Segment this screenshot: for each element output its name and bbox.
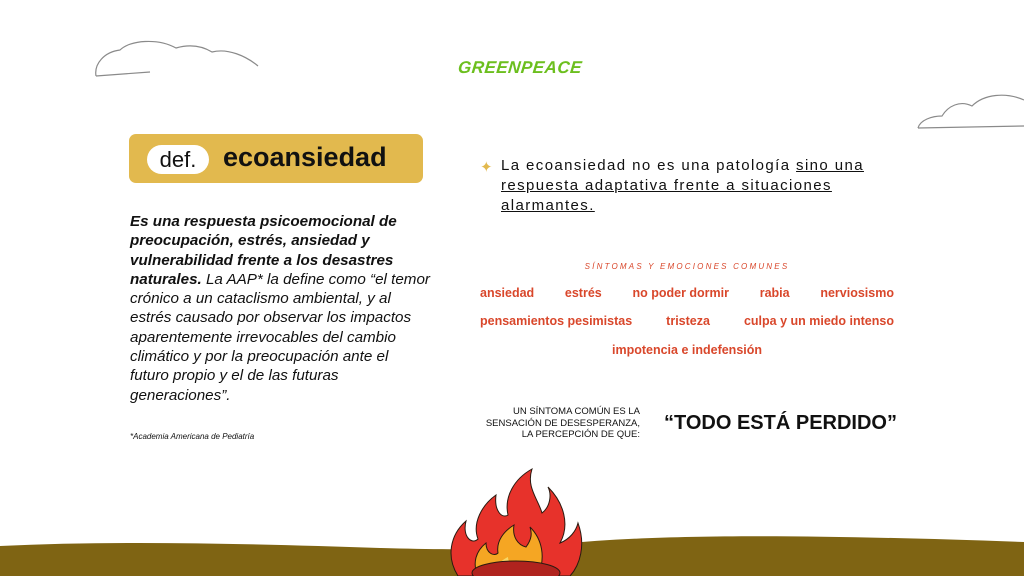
greenpeace-logo: GREENPEACE <box>457 58 584 77</box>
symptoms-row-1 <box>480 286 894 300</box>
statement-text <box>501 156 911 216</box>
statement-plain: La ecoansiedad no es una patología <box>501 157 797 174</box>
quote-label-line: UN SÍNTOMA COMÚN ES LA <box>512 406 640 417</box>
footnote: *Academia Americana de Pediatría <box>130 432 255 441</box>
symptom-item: pensamientos pesimistas <box>480 314 633 328</box>
statement-underlined: sino una respuesta adaptativa frente a situaciones alarmantes. <box>501 157 864 214</box>
symptom-item: culpa y un miedo intenso <box>743 314 894 328</box>
symptoms-title: SÍNTOMAS Y EMOCIONES COMUNES <box>584 262 790 271</box>
symptom-item: rabia <box>759 286 790 300</box>
symptom-item: ansiedad <box>480 286 535 300</box>
fire-icon <box>438 465 588 576</box>
definition-card <box>129 134 423 183</box>
symptoms-row-3 <box>480 343 894 357</box>
symptom-item: no poder dormir <box>632 286 729 300</box>
sparkle-icon: ✦ <box>480 159 493 176</box>
definition-bold: Es una respuesta psicoemocional de preocupación, estrés, ansiedad y vulnerabilidad frente a los desastres naturales. <box>130 213 397 288</box>
cloud-icon-left <box>90 38 265 80</box>
symptom-item: nerviosismo <box>820 286 894 300</box>
symptom-item: tristeza <box>666 314 710 328</box>
symptoms-row-2 <box>480 314 894 328</box>
definition-text <box>130 212 430 405</box>
quote-label <box>480 406 640 441</box>
term-title: ecoansiedad <box>223 142 387 172</box>
def-tag: def. <box>147 145 209 174</box>
quote-label-line: LA PERCEPCIÓN DE QUE: <box>521 429 640 440</box>
quote-label-line: SENSACIÓN DE DESESPERANZA, <box>485 417 640 429</box>
definition-regular: La AAP* la define como “el temor crónico a un cataclismo ambiental, y al estrés causado por observar los impactos aparentemente irrevocables del cambio climático y por la preocupación ante el futuro propio y el de las futuras generaciones”. <box>130 270 430 404</box>
cloud-icon-right <box>914 90 1024 132</box>
symptom-item: impotencia e indefensión <box>611 343 763 357</box>
symptom-item: estrés <box>564 286 602 300</box>
quote-text: “TODO ESTÁ PERDIDO” <box>664 412 897 434</box>
